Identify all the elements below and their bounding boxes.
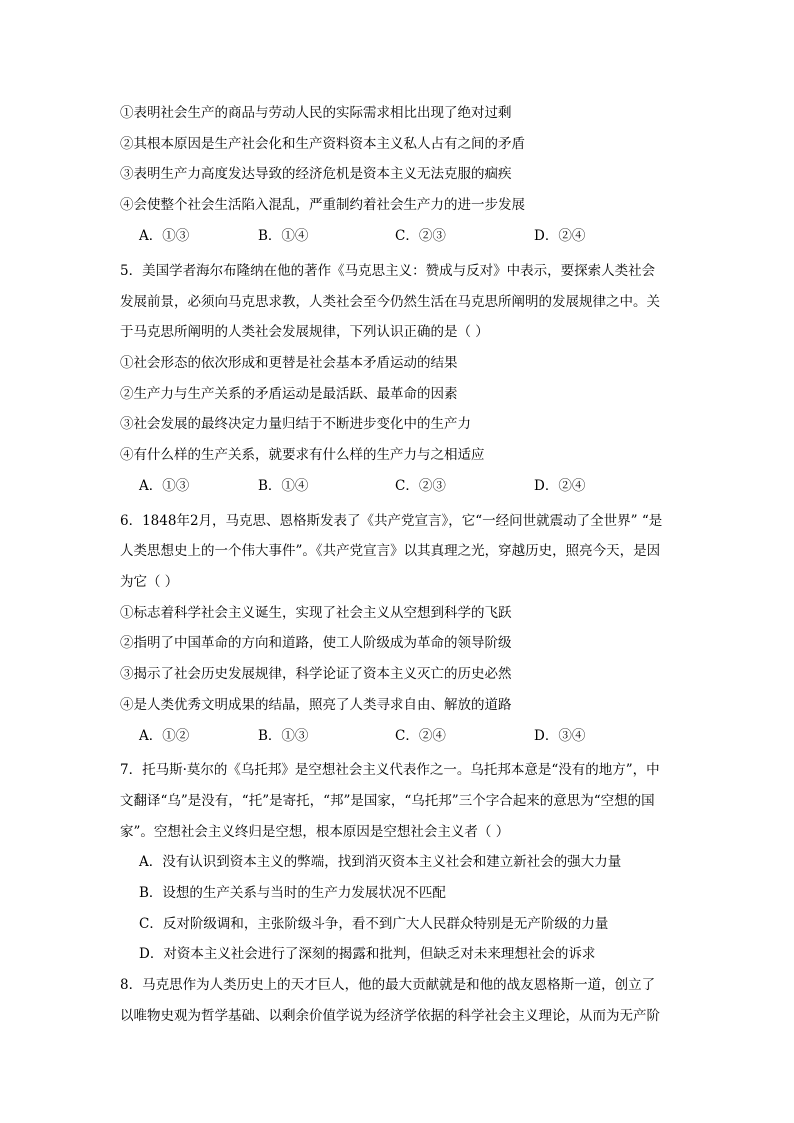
choice-b[interactable]: B．①③ [258, 728, 309, 744]
statement-1: ①标志着科学社会主义诞生，实现了社会主义从空想到科学的飞跃 [120, 605, 512, 621]
question-8-stem: 8．马克思作为人类历史上的天才巨人，他的最大贡献就是和他的战友恩格斯一道，创立了 [120, 977, 656, 993]
question-6-stem: 人类思想史上的一个伟大事件”。《共产党宣言》以其真理之光，穿越历史，照亮今天，是因 [120, 543, 661, 559]
question-8-stem: 以唯物史观为哲学基础、以剩余价值学说为经济学依据的科学社会主义理论，从而为无产阶 [120, 1008, 660, 1024]
option-d[interactable]: D．对资本主义社会进行了深刻的揭露和批判，但缺乏对未来理想社会的诉求 [139, 946, 596, 962]
statement-4: ④是人类优秀文明成果的结晶，照亮了人类寻求自由、解放的道路 [120, 697, 512, 713]
choice-c[interactable]: C．②③ [395, 478, 446, 494]
choice-d[interactable]: D．③④ [534, 728, 586, 744]
choice-c[interactable]: C．②③ [395, 228, 446, 244]
answer-choices [139, 226, 659, 246]
choice-c[interactable]: C．②④ [395, 728, 446, 744]
option-a[interactable]: A．没有认识到资本主义的弊端，找到消灭资本主义社会和建立新社会的强大力量 [139, 854, 622, 870]
question-5-stem: 发展前景，必须向马克思求教，人类社会至今仍然生活在马克思所阐明的发展规律之中。关 [120, 294, 660, 310]
choice-a[interactable]: A．①② [139, 728, 190, 744]
statement-4: ④会使整个社会生活陷入混乱，严重制约着社会生产力的进一步发展 [120, 197, 525, 213]
question-6-stem: 6．1848年2月，马克思、恩格斯发表了《共产党宣言》，它“一经问世就震动了全世界” “是 [120, 513, 663, 529]
choice-b[interactable]: B．①④ [258, 478, 309, 494]
choice-a[interactable]: A．①③ [139, 478, 190, 494]
statement-1: ①表明社会生产的商品与劳动人民的实际需求相比出现了绝对过剩 [120, 105, 512, 121]
choice-d[interactable]: D．②④ [534, 478, 586, 494]
answer-choices [139, 726, 659, 746]
statement-3: ③表明生产力高度发达导致的经济危机是资本主义无法克服的痼疾 [120, 166, 512, 182]
statement-2: ②指明了中国革命的方向和道路，使工人阶级成为革命的领导阶级 [120, 635, 512, 651]
question-7-stem: 文翻译“乌”是没有，“托”是寄托，“邦”是国家，“乌托邦”三个字合起来的意思为“空想的国 [120, 793, 655, 809]
option-c[interactable]: C．反对阶级调和，主张阶级斗争，看不到广大人民群众特别是无产阶级的力量 [139, 916, 609, 932]
statement-4: ④有什么样的生产关系，就要求有什么样的生产力与之相适应 [120, 447, 485, 463]
option-b[interactable]: B．设想的生产关系与当时的生产力发展状况不匹配 [139, 885, 446, 901]
statement-2: ②生产力与生产关系的矛盾运动是最活跃、最革命的因素 [120, 386, 458, 402]
question-5-stem: 5．美国学者海尔布隆纳在他的著作《马克思主义：赞成与反对》中表示，要探索人类社会 [120, 263, 656, 279]
question-7-stem: 家”。空想社会主义终归是空想，根本原因是空想社会主义者（ ） [120, 824, 510, 840]
statement-3: ③揭示了社会历史发展规律，科学论证了资本主义灭亡的历史必然 [120, 666, 512, 682]
question-6-stem: 为它（ ） [120, 574, 179, 590]
question-7-stem: 7．托马斯·莫尔的《乌托邦》是空想社会主义代表作之一。乌托邦本意是“没有的地方”，中 [120, 762, 660, 778]
choice-a[interactable]: A．①③ [139, 228, 190, 244]
choice-b[interactable]: B．①④ [258, 228, 309, 244]
statement-3: ③社会发展的最终决定力量归结于不断进步变化中的生产力 [120, 416, 471, 432]
choice-d[interactable]: D．②④ [534, 228, 586, 244]
statement-2: ②其根本原因是生产社会化和生产资料资本主义私人占有之间的矛盾 [120, 136, 525, 152]
question-5-stem: 于马克思所阐明的人类社会发展规律，下列认识正确的是（ ） [120, 324, 489, 340]
answer-choices [139, 476, 659, 496]
statement-1: ①社会形态的依次形成和更替是社会基本矛盾运动的结果 [120, 355, 458, 371]
